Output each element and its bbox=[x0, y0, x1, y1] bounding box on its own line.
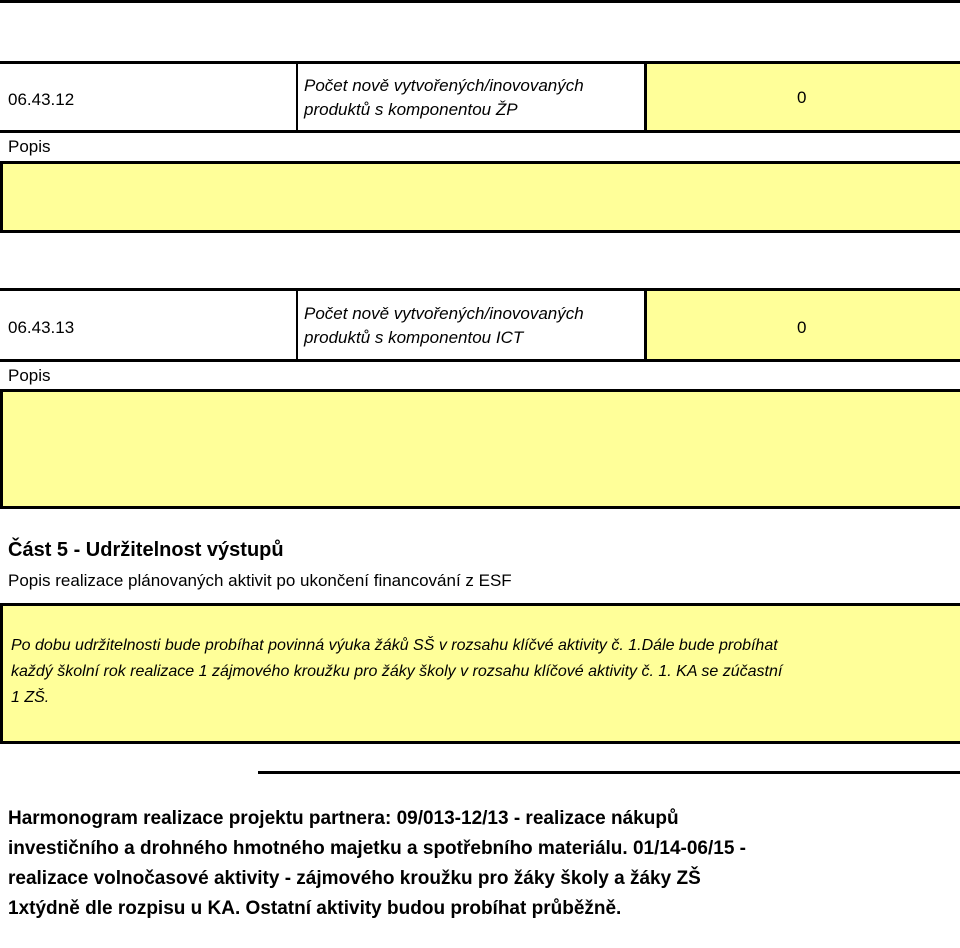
indicator-label bbox=[304, 302, 644, 350]
harmonogram-text bbox=[8, 804, 958, 924]
indicator-value: 0 bbox=[797, 88, 807, 107]
harmonogram-line4: 1xtýdně dle rozpisu u KA. Ostatní aktivity budou probíhat průběžně. bbox=[8, 898, 622, 919]
popis-label-row bbox=[0, 133, 960, 161]
harmonogram-rule bbox=[258, 771, 960, 774]
divider bbox=[296, 64, 298, 130]
popis-label: Popis bbox=[8, 137, 51, 156]
part5-text-area[interactable] bbox=[0, 603, 960, 744]
indicator-code: 06.43.12 bbox=[8, 90, 75, 109]
indicator-row-13 bbox=[0, 288, 960, 362]
popis-text-area[interactable] bbox=[0, 161, 960, 233]
harmonogram-line2: investičního a drohného hmotného majetku a spotřebního materiálu. 01/14-06/15 - bbox=[8, 838, 746, 859]
indicator-label-line1: Počet nově vytvořených/inovovaných bbox=[304, 304, 584, 323]
indicator-code: 06.43.13 bbox=[8, 318, 75, 337]
part5-text-line1: Po dobu udržitelnosti bude probíhat povinná výuka žáků SŠ v rozsahu klíčvé aktivity č. 1.Dále bude probíhat bbox=[11, 637, 778, 654]
indicator-label bbox=[304, 74, 644, 122]
indicator-row-12 bbox=[0, 61, 960, 133]
part5-title: Část 5 - Udržitelnost výstupů bbox=[8, 539, 284, 561]
popis-label: Popis bbox=[8, 366, 51, 385]
popis-label-row bbox=[0, 362, 960, 390]
part5-subtitle: Popis realizace plánovaných aktivit po ukončení financování z ESF bbox=[8, 571, 512, 590]
indicator-value-cell[interactable] bbox=[644, 291, 960, 359]
harmonogram-line1: Harmonogram realizace projektu partnera: 09/013-12/13 - realizace nákupů bbox=[8, 808, 679, 829]
part5-text-line3: 1 ZŠ. bbox=[11, 689, 50, 706]
indicator-label-line2: produktů s komponentou ŽP bbox=[304, 100, 518, 119]
indicator-label-line2: produktů s komponentou ICT bbox=[304, 328, 524, 347]
indicator-label-line1: Počet nově vytvořených/inovovaných bbox=[304, 76, 584, 95]
part5-text-line2: každý školní rok realizace 1 zájmového kroužku pro žáky školy v rozsahu klíčové aktivity č. 1. KA se zúčastní bbox=[11, 663, 783, 680]
indicator-value: 0 bbox=[797, 318, 807, 337]
popis-text-area[interactable] bbox=[0, 389, 960, 509]
top-rule bbox=[0, 0, 960, 3]
divider bbox=[296, 291, 298, 359]
part5-text bbox=[11, 633, 956, 711]
harmonogram-line3: realizace volnočasové aktivity - zájmového kroužku pro žáky školy a žáky ZŠ bbox=[8, 868, 701, 889]
indicator-value-cell[interactable] bbox=[644, 64, 960, 130]
